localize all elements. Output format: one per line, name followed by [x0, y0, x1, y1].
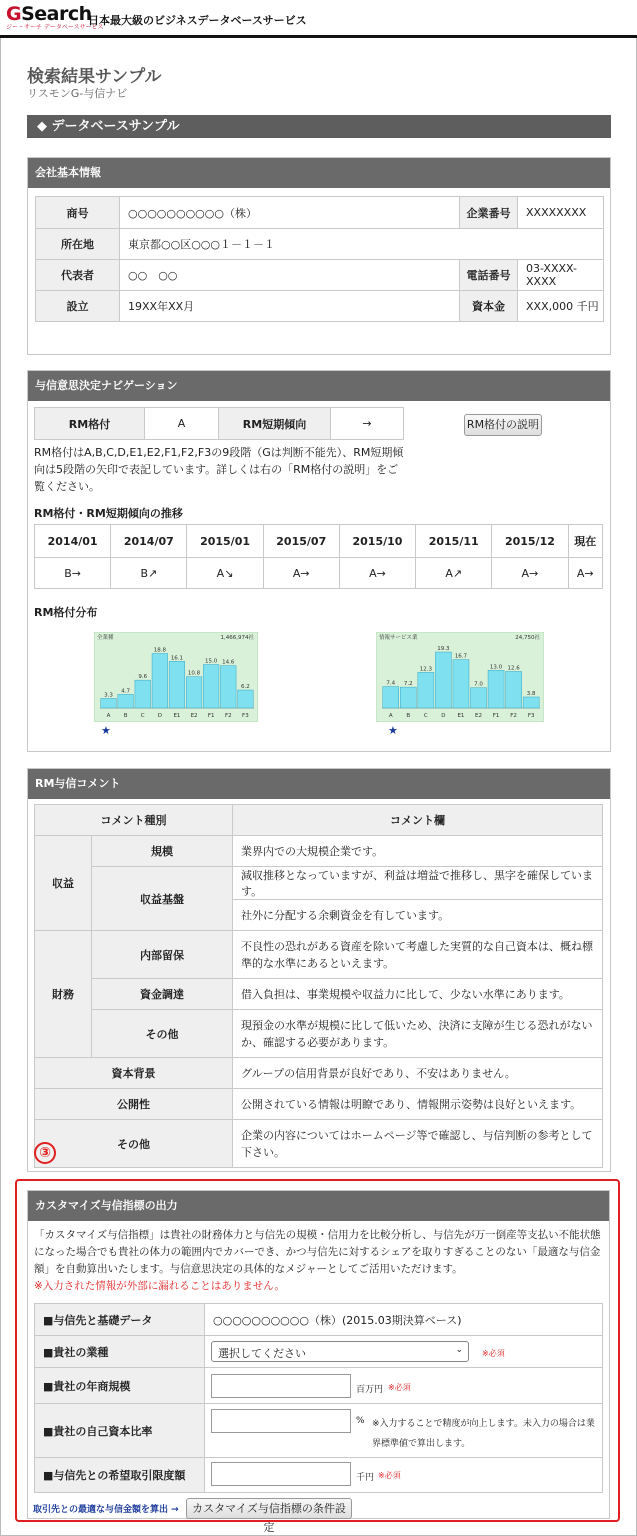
rm-comment-table: [34, 804, 603, 1168]
chart-data-label: 13.0: [489, 664, 503, 671]
rm-rating-value: A: [145, 408, 219, 440]
comment-subtype: 資本背景: [35, 1058, 233, 1089]
history-period-header: 2014/01: [35, 525, 111, 558]
history-period-header: 現在: [568, 525, 602, 558]
table-row: [35, 1089, 603, 1120]
logo-text: Search: [21, 3, 92, 25]
privacy-warning: ※入力された情報が外部に漏れることはありません。: [34, 1280, 285, 1292]
optimal-amount-link[interactable]: 取引先との最適な与信金額を算出 →: [33, 1505, 179, 1515]
base-data-label: ■与信先と基礎データ: [35, 1304, 205, 1336]
chart-category-label: E1: [173, 713, 181, 719]
rm-distribution-title: RM格付分布: [34, 606, 98, 619]
chart-data-label: 10.8: [187, 670, 201, 677]
chart-category-label: F1: [207, 713, 215, 719]
comment-text: 業界内での大規模企業です。: [233, 836, 603, 867]
rm-trend-label: RM短期傾向: [219, 408, 331, 440]
chart-category-label: B: [123, 713, 128, 719]
site-tagline: 日本最大級のビジネスデータベースサービス: [88, 14, 307, 27]
chart-bar: [435, 652, 451, 708]
chart-category-label: C: [140, 713, 145, 719]
chart-data-label: 7.4: [386, 680, 396, 687]
site-header: [0, 0, 637, 38]
chart-data-label: 19.3: [437, 646, 450, 653]
comment-text: 現預金の水準が規模に比して低いため、決済に支障が生じる恐れがないか、確認する必要があります。: [233, 1010, 603, 1058]
established-label: 設立: [36, 291, 120, 322]
comment-subtype: 規模: [92, 836, 233, 867]
table-row: [35, 558, 603, 589]
rm-rating-table: [34, 407, 404, 440]
rm-description: RM格付はA,B,C,D,E1,E2,F1,F2,F3の9段階（Gは判断不能先）、RM短期傾向は5段階の矢印で表記しています。詳しくは右の「RM格付の説明」をご覧ください。: [34, 446, 404, 493]
table-row: [35, 931, 603, 979]
representative-label: 代表者: [36, 260, 120, 291]
phone-value: 03-XXXX-XXXX: [518, 260, 604, 291]
comment-subtype: 内部留保: [92, 931, 233, 979]
table-row: [36, 229, 604, 260]
chart-bar: [135, 680, 151, 708]
step-3-marker: ③: [34, 1142, 56, 1164]
credit-limit-input[interactable]: [211, 1462, 351, 1486]
chart-data-label: 4.7: [121, 688, 130, 695]
capital-value: XXX,000 千円: [518, 291, 604, 322]
comment-text: グループの信用背景が良好であり、不安はありません。: [233, 1058, 603, 1089]
history-rating-value: A↗: [416, 558, 492, 589]
chart-data-label: 3.3: [104, 692, 113, 699]
credit-limit-unit: 千円: [356, 1473, 375, 1483]
comment-subtype: 資金調達: [92, 979, 233, 1010]
history-rating-value: A→: [263, 558, 339, 589]
chart-bar: [152, 653, 168, 708]
credit-limit-label: ■与信先との希望取引限度額: [35, 1458, 205, 1493]
chart-bar: [169, 661, 185, 708]
chart-data-label: 6.2: [241, 684, 250, 691]
chart-bar: [523, 697, 539, 708]
company-info-table: [35, 196, 604, 322]
custom-conditions-button[interactable]: カスタマイズ与信指標の条件設定: [186, 1498, 352, 1519]
chart-total: 24,750社: [515, 635, 540, 641]
table-row: [36, 197, 604, 229]
chart-category-label: F1: [492, 713, 500, 719]
company-info-heading: 会社基本情報: [28, 158, 610, 188]
chart-bar: [453, 660, 469, 708]
chart-category-label: E2: [190, 713, 198, 719]
annual-sales-unit: 百万円: [356, 1385, 384, 1395]
required-mark: ※必須: [378, 1471, 401, 1480]
industry-select-value: 選択してください: [218, 1347, 306, 1360]
table-row: [35, 525, 603, 558]
chart-bar: [400, 687, 416, 708]
chart-data-label: 15.0: [205, 658, 218, 665]
chart-data-label: 3.8: [526, 690, 536, 697]
chart-category-label: F3: [242, 713, 249, 719]
history-period-header: 2015/07: [263, 525, 339, 558]
page-title: 検索結果サンプル: [27, 67, 162, 87]
history-period-header: 2015/01: [187, 525, 263, 558]
comment-text: 減収推移となっていますが、利益は増益で推移し、黒字を確保しています。: [233, 867, 603, 900]
chart-bar: [118, 694, 134, 708]
chart-category-label: D: [157, 713, 162, 719]
comment-type-header: コメント種別: [35, 805, 233, 836]
annual-sales-label: ■貴社の年商規模: [35, 1368, 205, 1404]
chart-category-label: F3: [527, 713, 535, 719]
table-row: [35, 408, 404, 440]
history-period-header: 2015/10: [339, 525, 415, 558]
rm-history-title: RM格付・RM短期傾向の推移: [34, 507, 183, 520]
comment-text-header: コメント欄: [233, 805, 603, 836]
required-mark: ※必須: [482, 1349, 505, 1358]
chart-bar: [203, 665, 219, 709]
table-row: [35, 867, 603, 900]
history-rating-value: A↘: [187, 558, 263, 589]
history-rating-value: B→: [35, 558, 111, 589]
chart-data-label: 12.6: [507, 665, 520, 672]
phone-label: 電話番号: [460, 260, 518, 291]
chart-bar: [186, 677, 202, 708]
representative-value: ○○ ○○: [120, 260, 460, 291]
comment-text: 不良性の恐れがある資産を除いて考慮した実質的な自己資本は、概ね標準的な水準にあるといえます。: [233, 931, 603, 979]
chart-data-label: 12.3: [419, 666, 432, 673]
chart-data-label: 18.8: [153, 647, 166, 654]
comment-text: 社外に分配する余剰資金を有しています。: [233, 900, 603, 931]
company-position-star-icon: ★: [388, 724, 398, 737]
company-name-label: 商号: [36, 197, 120, 229]
table-row: [36, 260, 604, 291]
rm-trend-value: →: [331, 408, 404, 440]
company-info-panel: [27, 157, 611, 355]
chart-total: 1,466,974社: [220, 635, 254, 641]
chart-category-label: C: [423, 713, 428, 719]
chart-data-label: 16.1: [170, 655, 184, 662]
table-row: [35, 805, 603, 836]
rm-rating-label: RM格付: [35, 408, 145, 440]
industry-label: ■貴社の業種: [35, 1336, 205, 1368]
equity-ratio-label: ■貴社の自己資本比率: [35, 1404, 205, 1458]
annual-sales-input[interactable]: [211, 1374, 351, 1398]
equity-ratio-input[interactable]: [211, 1409, 351, 1433]
chart-category-label: F2: [510, 713, 517, 719]
chart-bar: [488, 670, 504, 708]
rm-comment-heading: RM与信コメント: [28, 769, 610, 799]
rm-explanation-button[interactable]: RM格付の説明: [464, 414, 542, 436]
history-rating-value: A→: [492, 558, 568, 589]
chart-data-label: 7.2: [403, 681, 413, 688]
comment-subtype: 公開性: [35, 1089, 233, 1120]
table-row: [35, 1010, 603, 1058]
table-row: [35, 1304, 603, 1336]
custom-index-heading: カスタマイズ与信指標の出力: [28, 1191, 609, 1221]
capital-label: 資本金: [460, 291, 518, 322]
chart-data-label: 7.0: [474, 681, 483, 688]
rm-history-table: [34, 524, 603, 589]
chart-category-label: A: [388, 713, 393, 719]
comment-text: 公開されている情報は明瞭であり、情報開示姿勢は良好といえます。: [233, 1089, 603, 1120]
chart-bar: [506, 671, 522, 708]
chart-data-label: 16.7: [454, 653, 468, 660]
logo-mark: G: [6, 3, 22, 25]
history-period-header: 2014/07: [111, 525, 187, 558]
company-number-value: XXXXXXXX: [518, 197, 604, 229]
comment-subtype: その他: [35, 1120, 233, 1168]
chart-bar: [238, 690, 254, 708]
chart-data-label: 14.6: [222, 659, 235, 666]
comment-subtype: その他: [92, 1010, 233, 1058]
chart-bar: [418, 672, 434, 708]
history-rating-value: A→: [339, 558, 415, 589]
chart-bar: [383, 687, 399, 708]
chevron-down-icon: ⌄: [455, 1345, 463, 1355]
address-label: 所在地: [36, 229, 120, 260]
comment-group-finance: 財務: [35, 931, 92, 1058]
chart-title: 情報サービス業: [379, 635, 418, 641]
rating-distribution-chart-industry: [376, 632, 544, 722]
custom-index-description: 「カスタマイズ与信指標」は貴社の財務体力と与信先の規模・信用力を比較分析し、与信先が万一倒産等支払い不能状態になった場合でも貴社の体力の範囲内でカバーでき、かつ与信先に対するシェアを取りすぎることのない「最適な与信金額」を自動算出いたします。与信意思決定の具体的なメジャーとしてご活用いただけます。: [34, 1229, 601, 1275]
chart-data-label: 9.6: [138, 674, 148, 681]
history-rating-value: A→: [568, 558, 602, 589]
company-name-value: ○○○○○○○○○○（株）: [120, 197, 460, 229]
page-subtitle: リスモンG-与信ナビ: [27, 87, 128, 100]
history-rating-value: B↗: [111, 558, 187, 589]
table-row: [35, 979, 603, 1010]
history-period-header: 2015/11: [416, 525, 492, 558]
comment-text: 企業の内容についてはホームページ等で確認し、与信判断の参考として下さい。: [233, 1120, 603, 1168]
chart-category-label: E1: [457, 713, 465, 719]
industry-select[interactable]: [211, 1341, 469, 1362]
chart-category-label: B: [406, 713, 411, 719]
chart-bar: [220, 666, 236, 708]
table-row: [35, 1120, 603, 1168]
gsearch-logo[interactable]: [6, 3, 104, 34]
required-mark: ※必須: [388, 1383, 411, 1392]
equity-ratio-note: ※入力することで精度が向上します。未入力の場合は業界標準値で算出します。: [372, 1419, 595, 1449]
equity-ratio-unit: %: [356, 1416, 365, 1426]
base-data-value: ○○○○○○○○○○（株）(2015.03期決算ベース): [205, 1304, 603, 1336]
company-position-star-icon: ★: [101, 724, 111, 737]
chart-category-label: F2: [224, 713, 232, 719]
history-period-header: 2015/12: [492, 525, 568, 558]
credit-navigation-heading: 与信意思決定ナビゲーション: [28, 371, 610, 401]
company-number-label: 企業番号: [460, 197, 518, 229]
address-value: 東京都○○区○○○１－１－１: [120, 229, 604, 260]
chart-category-label: D: [441, 713, 446, 719]
table-row: [36, 291, 604, 322]
chart-category-label: E2: [475, 713, 482, 719]
database-sample-bar: ◆ データベースサンプル: [27, 115, 611, 138]
established-value: 19XX年XX月: [120, 291, 460, 322]
table-row: [35, 836, 603, 867]
comment-group-earnings: 収益: [35, 836, 92, 931]
chart-category-label: A: [106, 713, 111, 719]
chart-bar: [470, 688, 486, 708]
chart-bar: [101, 698, 117, 708]
comment-subtype: 収益基盤: [92, 867, 233, 931]
comment-text: 借入負担は、事業規模や収益力に比して、少ない水準にあります。: [233, 979, 603, 1010]
rating-distribution-chart-all: [94, 632, 258, 722]
logo-subtext: ジー・サーチ データベースサービス: [6, 24, 104, 31]
chart-title: 全業種: [97, 635, 114, 641]
table-row: [35, 1058, 603, 1089]
